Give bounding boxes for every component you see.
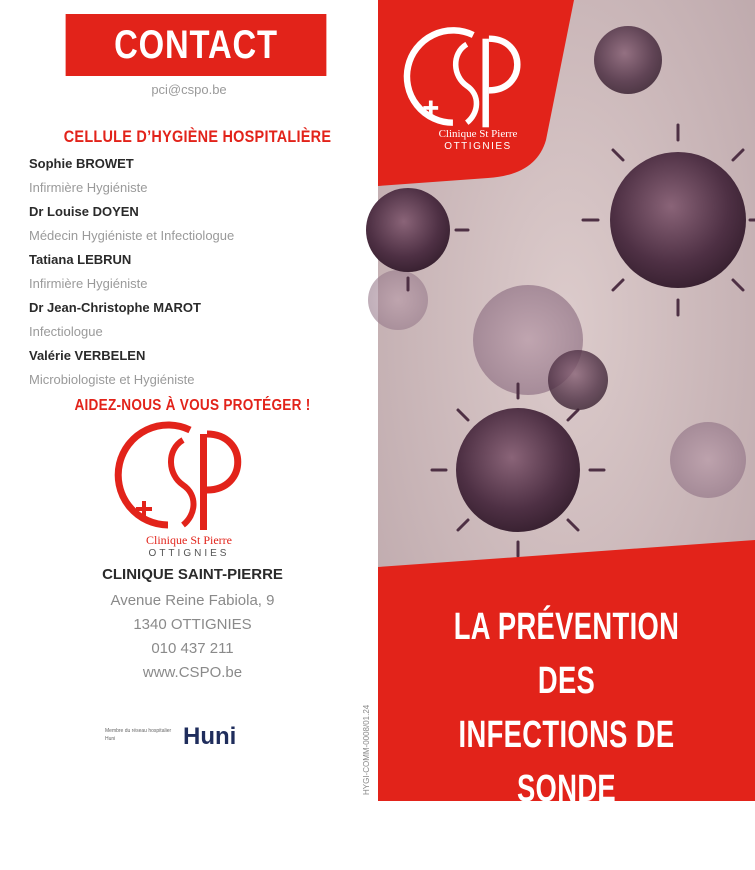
clinic-phone[interactable]: 010 437 211: [151, 640, 234, 657]
staff-member: [29, 347, 359, 395]
cover-panel: [378, 0, 755, 864]
contact-banner: CONTACT: [66, 14, 327, 76]
document-code: [362, 665, 374, 800]
cover-clinic-city: OTTIGNIES: [444, 141, 512, 152]
staff-member: [29, 251, 359, 299]
staff-role: Infirmière Hygiéniste: [29, 180, 148, 195]
partner-logo: [105, 725, 265, 751]
cover-headline: [378, 600, 755, 870]
staff-name: Dr Louise DOYEN: [29, 204, 139, 219]
clinic-website[interactable]: www.CSPO.be: [142, 664, 243, 681]
hygiene-unit-title: CELLULE D’HYGIÈNE HOSPITALIÈRE: [63, 127, 332, 146]
headline-line: VÉSICALE: [496, 822, 637, 864]
staff-role: Microbiologiste et Hygiéniste: [29, 372, 195, 387]
clinic-title: CLINIQUE SAINT-PIERRE: [102, 566, 283, 583]
cover-clinic-name: Clinique St Pierre: [438, 128, 518, 140]
staff-name: Sophie BROWET: [29, 156, 134, 171]
staff-member: [29, 299, 359, 347]
staff-name: Tatiana LEBRUN: [29, 252, 132, 267]
staff-list: [29, 155, 359, 395]
contact-email[interactable]: pci@cspo.be: [151, 82, 227, 97]
help-slogan: AIDEZ-NOUS À VOUS PROTÉGER !: [74, 397, 311, 414]
clinic-city: 1340 OTTIGNIES: [133, 616, 252, 633]
staff-member: [29, 155, 359, 203]
logo-clinic-name: Clinique St Pierre: [146, 533, 232, 547]
headline-line: LA PRÉVENTION DES: [453, 606, 680, 702]
document-code-text: HYGI-COMM-0008/01.24: [362, 704, 371, 795]
staff-role: Infectiologue: [29, 324, 103, 339]
clinic-address: Avenue Reine Fabiola, 9: [110, 592, 275, 609]
staff-role: Médecin Hygiéniste et Infectiologue: [29, 228, 235, 243]
back-panel: [0, 0, 378, 801]
staff-name: Dr Jean-Christophe MAROT: [29, 300, 201, 315]
logo-clinic-city: OTTIGNIES: [148, 548, 230, 559]
staff-name: Valérie VERBELEN: [29, 348, 146, 363]
staff-member: [29, 203, 359, 251]
partner-name: Huni: [183, 723, 237, 750]
staff-role: Infirmière Hygiéniste: [29, 276, 148, 291]
headline-line: INFECTIONS DE SONDE: [458, 714, 675, 810]
partner-caption: Membre du réseau hospitalier Huni: [105, 728, 172, 742]
